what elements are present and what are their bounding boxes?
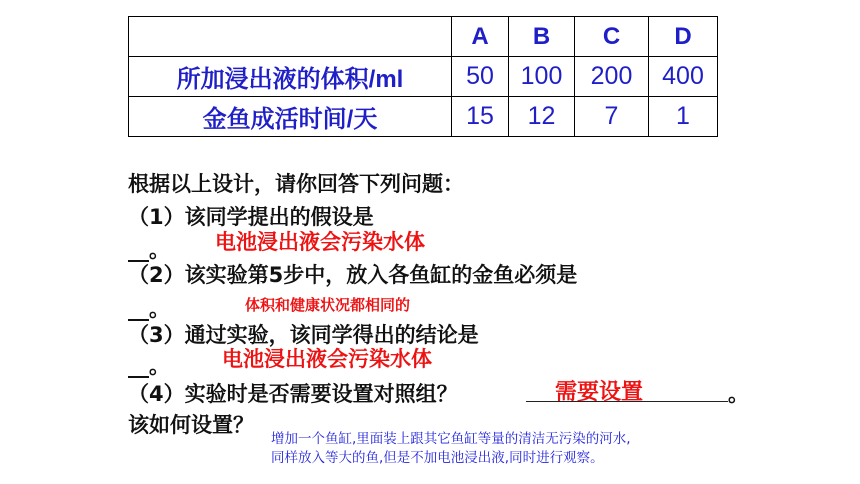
column-header-c: C: [575, 17, 649, 57]
table-row: [129, 97, 718, 137]
row-label-survival: 金鱼成活时间/天: [129, 97, 452, 137]
answer-4-underline: [526, 401, 728, 402]
table-cell: 400: [649, 57, 718, 97]
row-label-volume: 所加浸出液的体积/ml: [129, 57, 452, 97]
table-corner-cell: [129, 17, 452, 57]
table-row: [129, 57, 718, 97]
answer-3: 电池浸出液会污染水体: [222, 347, 432, 371]
table-cell: 15: [452, 97, 509, 137]
column-header-b: B: [509, 17, 575, 57]
answer-1: 电池浸出液会污染水体: [215, 230, 425, 254]
question-1: （1）该同学提出的假设是: [128, 205, 374, 229]
data-table: [128, 16, 718, 137]
question-4: （4）实验时是否需要设置对照组？: [128, 382, 458, 406]
table-cell: 100: [509, 57, 575, 97]
answer-4: 需要设置: [555, 380, 644, 405]
question-3: （3）通过实验，该同学得出的结论是: [128, 323, 479, 347]
table-header-row: [129, 17, 718, 57]
table-cell: 200: [575, 57, 649, 97]
question-1-blank: __。: [128, 238, 170, 262]
question-2-blank: __。: [128, 297, 170, 321]
question-3-blank: __。: [128, 354, 170, 378]
answer-5-line-1: 增加一个鱼缸,里面装上跟其它鱼缸等量的清洁无污染的河水,: [271, 431, 631, 447]
table-cell: 12: [509, 97, 575, 137]
answer-5-line-2: 同样放入等大的鱼,但是不加电池浸出液,同时进行观察。: [271, 450, 604, 466]
question-4-end: 。: [728, 382, 749, 406]
intro-text: 根据以上设计，请你回答下列问题：: [128, 172, 464, 196]
column-header-a: A: [452, 17, 509, 57]
question-2: （2）该实验第5步中，放入各鱼缸的金鱼必须是: [128, 263, 578, 287]
table-cell: 50: [452, 57, 509, 97]
table-cell: 7: [575, 97, 649, 137]
table-cell: 1: [649, 97, 718, 137]
column-header-d: D: [649, 17, 718, 57]
answer-2: 体积和健康状况都相同的: [245, 296, 411, 314]
question-5: 该如何设置？: [128, 413, 254, 437]
